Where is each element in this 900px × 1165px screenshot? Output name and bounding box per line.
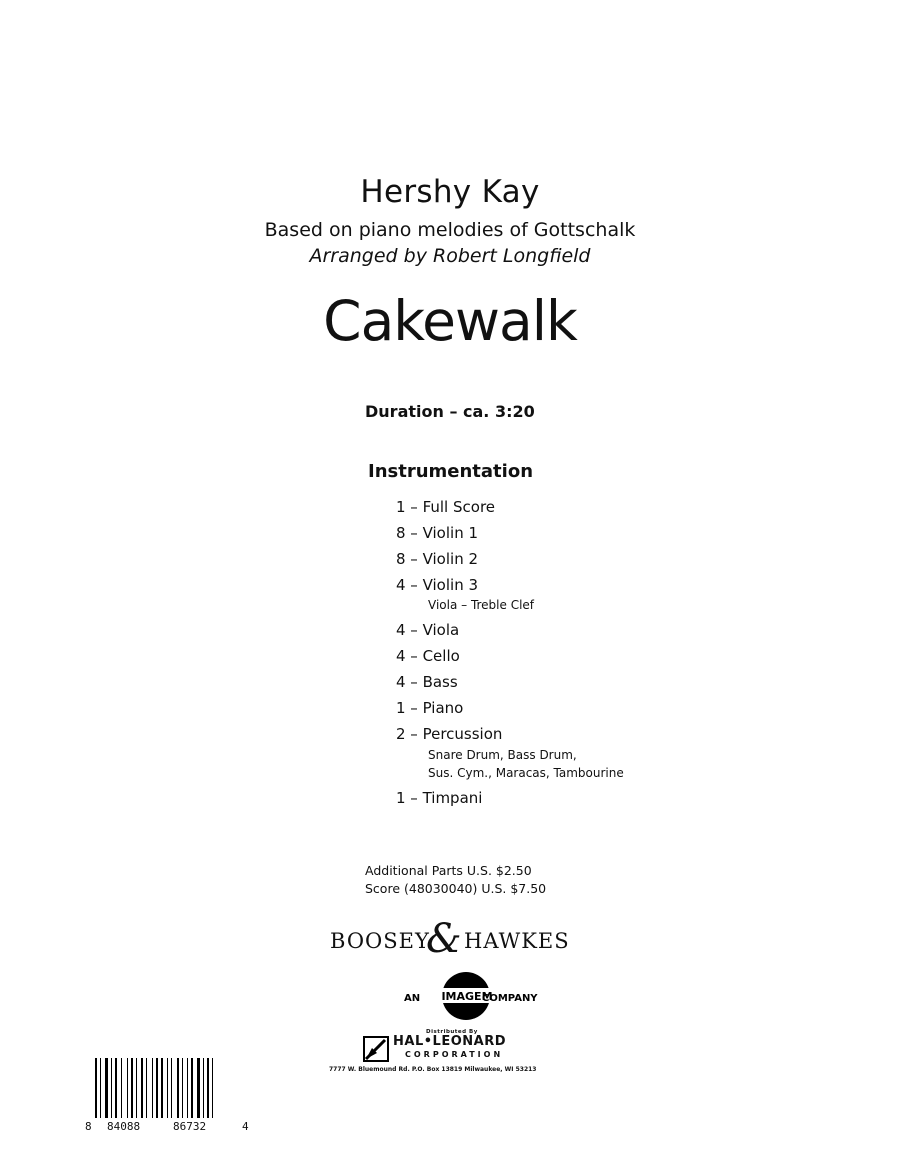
barcode-bar [191,1058,193,1118]
composer-name: Hershy Kay [360,174,540,210]
additional-parts-price: Additional Parts U.S. $2.50 [365,863,532,878]
barcode-group-1: 84088 [107,1120,141,1133]
list-item-note: Snare Drum, Bass Drum, [428,748,577,762]
corporation-label: CORPORATION [405,1050,504,1059]
barcode-bar [156,1058,158,1118]
list-item-note: Sus. Cym., Maracas, Tambourine [428,766,624,780]
barcode-digit-last: 4 [242,1120,249,1133]
barcode-bar [115,1058,117,1118]
barcode-bar [121,1058,122,1118]
barcode-bar [100,1058,101,1118]
list-item: 4 – Cello [396,647,460,665]
barcode-bar [131,1058,133,1118]
distributed-by-label: Distributed By [426,1029,478,1035]
based-on-line: Based on piano melodies of Gottschalk [264,219,636,241]
list-item: 4 – Violin 3 [396,576,479,594]
barcode-bar [161,1058,163,1118]
distributor-address: 7777 W. Bluemound Rd. P.O. Box 13819 Milwaukee, WI 53213 [329,1066,537,1073]
imagem-an: AN [404,993,421,1004]
barcode-bar [167,1058,168,1118]
list-item: 1 – Timpani [396,789,483,807]
hal-leonard-name: HAL•LEONARD [393,1034,506,1049]
barcode-bar [95,1058,97,1118]
barcode-bar [105,1058,108,1118]
duration-label: Duration – ca. 3:20 [365,402,535,421]
barcode-bar [182,1058,183,1118]
barcode-bar [146,1058,147,1118]
list-item: 4 – Bass [396,673,458,691]
piece-title: Cakewalk [323,289,577,353]
ampersand-glyph: & [426,916,462,962]
imagem-logo [400,968,538,1026]
hawkes-text: HAWKES [464,929,570,953]
list-item: 8 – Violin 2 [396,550,479,568]
barcode-bar [177,1058,179,1118]
list-item: 4 – Viola [396,621,460,639]
barcode-bar [171,1058,172,1118]
barcode-group-2: 86732 [173,1120,207,1133]
barcode-bar [141,1058,143,1118]
barcode-bar [212,1058,213,1118]
instrumentation-heading: Instrumentation [368,461,534,482]
list-item: 1 – Full Score [396,498,496,516]
arranger-line: Arranged by Robert Longfield [309,245,591,267]
barcode-digit-first: 8 [85,1120,92,1133]
barcode-bar [127,1058,128,1118]
hal-leonard-emblem-icon [363,1036,389,1062]
hal-leonard-block [325,1026,585,1076]
imagem-company: COMPANY [482,993,538,1004]
list-item: 1 – Piano [396,699,464,717]
score-price: Score (48030040) U.S. $7.50 [365,881,547,896]
barcode [85,1058,250,1138]
list-item: 2 – Percussion [396,725,503,743]
boosey-text: BOOSEY [330,929,430,953]
barcode-bar [152,1058,153,1118]
barcode-bar [197,1058,200,1118]
imagem-name: IMAGEM [441,990,493,1003]
barcode-bar [111,1058,112,1118]
imagem-emblem-icon [400,968,538,1026]
list-item-note: Viola – Treble Clef [428,598,535,612]
barcode-bar [207,1058,209,1118]
boosey-hawkes-logo [330,916,570,964]
barcode-bar [187,1058,188,1118]
barcode-bar [203,1058,204,1118]
barcode-bar [136,1058,137,1118]
list-item: 8 – Violin 1 [396,524,479,542]
